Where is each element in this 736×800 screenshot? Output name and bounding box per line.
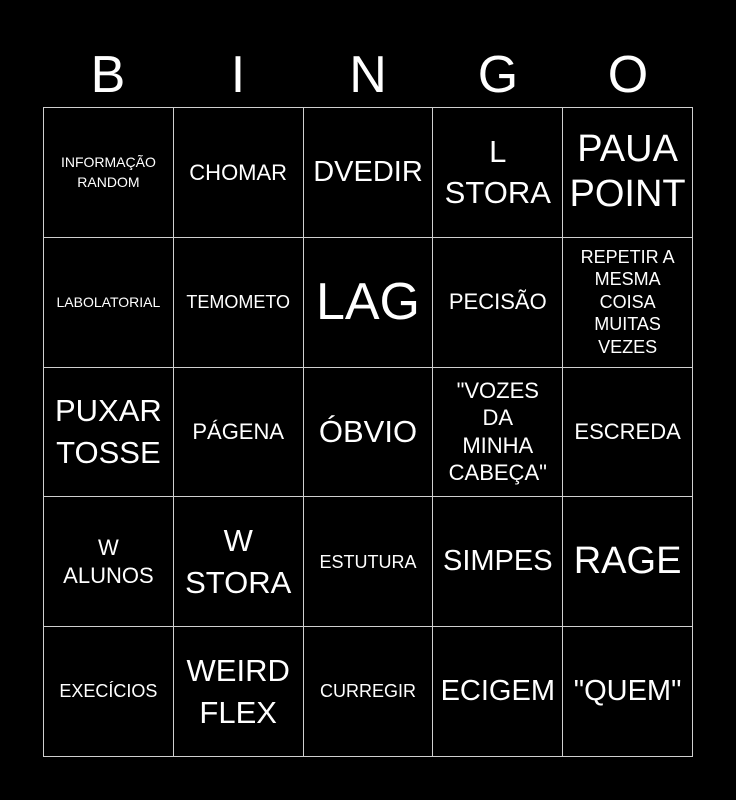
bingo-cell[interactable] <box>44 238 174 368</box>
bingo-cell-text: W STORA <box>185 522 292 600</box>
bingo-cell-text: LABOLATORIAL <box>56 294 161 311</box>
bingo-cell-text: "VOZES DA MINHA CABEÇA" <box>448 377 547 486</box>
bingo-cell[interactable] <box>304 108 434 238</box>
bingo-cell[interactable] <box>44 368 174 498</box>
bingo-cell-text: TEMOMETO <box>186 291 291 312</box>
bingo-cell-text: CURREGIR <box>319 681 416 702</box>
bingo-cell[interactable] <box>563 108 693 238</box>
bingo-cell-text: WEIRD FLEX <box>186 652 290 730</box>
bingo-cell-text: PÁGENA <box>192 419 285 445</box>
bingo-cell[interactable] <box>44 108 174 238</box>
bingo-cell-text: ECIGEM <box>440 675 555 708</box>
bingo-cell[interactable] <box>174 627 304 757</box>
bingo-cell[interactable] <box>433 627 563 757</box>
bingo-cell-text: PECISÃO <box>448 289 547 315</box>
bingo-cell[interactable] <box>174 238 304 368</box>
header-letter-b: B <box>90 46 126 104</box>
bingo-cell[interactable] <box>563 238 693 368</box>
bingo-cell-text: INFORMAÇÃO RANDOM <box>60 154 156 191</box>
bingo-cell-text: LAG <box>315 272 421 331</box>
bingo-cell-text: "QUEM" <box>573 675 682 708</box>
bingo-cell[interactable] <box>304 368 434 498</box>
bingo-cell[interactable] <box>174 368 304 498</box>
bingo-cell-text: ÓBVIO <box>318 414 418 450</box>
bingo-cell[interactable] <box>433 108 563 238</box>
bingo-cell[interactable] <box>44 627 174 757</box>
bingo-cell-text: DVEDIR <box>313 156 423 189</box>
bingo-cell-text: PUXAR TOSSE <box>54 393 162 470</box>
bingo-cell[interactable] <box>174 497 304 627</box>
bingo-cell[interactable] <box>563 497 693 627</box>
bingo-cell[interactable] <box>304 497 434 627</box>
bingo-cell[interactable] <box>563 368 693 498</box>
header-letter-n: N <box>349 46 387 104</box>
bingo-cell-text: REPETIR A MESMA COISA MUITAS VEZES <box>580 246 675 357</box>
bingo-cell-text: W ALUNOS <box>63 535 154 588</box>
bingo-cell-text: EXECÍCIOS <box>59 681 158 702</box>
header-letter-i: I <box>230 46 246 104</box>
bingo-cell[interactable] <box>304 238 434 368</box>
bingo-cell-text: ESCREDA <box>574 419 681 445</box>
bingo-cell-text: RAGE <box>573 539 682 582</box>
bingo-cell[interactable] <box>433 368 563 498</box>
bingo-cell-text: L STORA <box>444 133 551 211</box>
bingo-cell-text: CHOMAR <box>189 159 288 185</box>
bingo-cell[interactable] <box>174 108 304 238</box>
bingo-cell[interactable] <box>304 627 434 757</box>
bingo-cell-text: SIMPES <box>442 545 553 578</box>
bingo-cell[interactable] <box>433 497 563 627</box>
header-letter-o: O <box>607 46 649 104</box>
bingo-cell[interactable] <box>44 497 174 627</box>
bingo-board <box>43 107 693 757</box>
bingo-cell[interactable] <box>433 238 563 368</box>
bingo-header <box>43 44 693 106</box>
bingo-cell-text: ESTUTURA <box>319 551 417 572</box>
bingo-cell[interactable] <box>563 627 693 757</box>
header-letter-g: G <box>477 46 519 104</box>
bingo-cell-text: PAUA POINT <box>569 127 686 216</box>
